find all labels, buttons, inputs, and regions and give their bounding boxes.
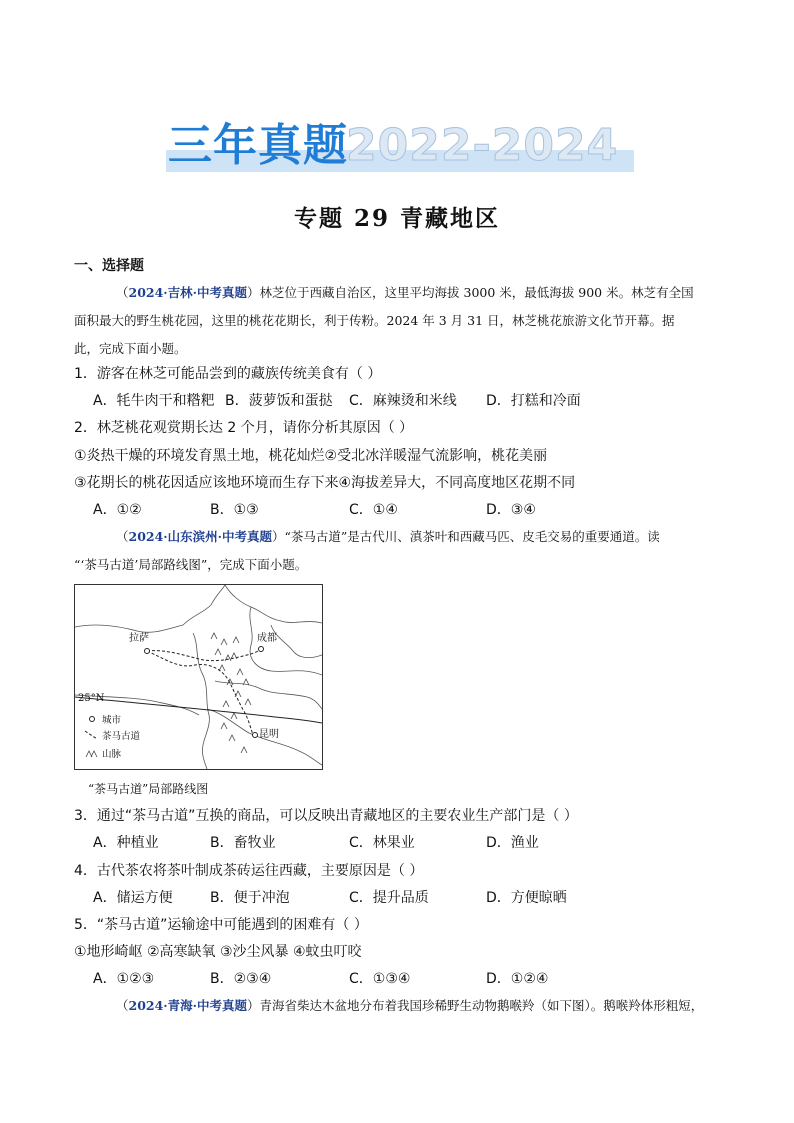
map-drawing bbox=[75, 585, 322, 769]
q2-statement-2: ③花期长的桃花因适应该地环境而生存下来④海拔差异大，不同高度地区花期不同 bbox=[74, 475, 576, 491]
q2-option-a[interactable]: A．①② bbox=[93, 502, 142, 518]
border-line bbox=[193, 633, 209, 769]
q4-option-a[interactable]: A．储运方便 bbox=[93, 890, 173, 906]
legend-mountain-symbol bbox=[86, 751, 97, 757]
border-line bbox=[225, 585, 322, 623]
label-kunming: 昆明 bbox=[259, 729, 279, 740]
legend-road-symbol bbox=[85, 731, 97, 739]
page-title: 专题 29 青藏地区 bbox=[293, 205, 501, 232]
banner-title: 三年真题 bbox=[168, 120, 348, 171]
legend-mountain-label: 山脉 bbox=[102, 749, 122, 760]
q1-option-c[interactable]: C．麻辣烫和米线 bbox=[349, 393, 457, 409]
passage1-line2: 面积最大的野生桃花园，这里的桃花花期长，利于传粉。2024 年 3 月 31 日，林芝桃花旅游文化节开幕。据 bbox=[74, 313, 675, 328]
question-3-stem: 3．通过“茶马古道”互换的商品，可以反映出青藏地区的主要农业生产部门是（ ） bbox=[74, 808, 578, 824]
q2-option-c[interactable]: C．①④ bbox=[349, 502, 398, 518]
question-5-stem: 5．“茶马古道”运输途中可能遇到的困难有（ ） bbox=[74, 917, 368, 933]
q5-option-c[interactable]: C．①③④ bbox=[349, 971, 411, 987]
passage2-line2: “‘茶马古道’局部路线图”，完成下面小题。 bbox=[74, 557, 308, 572]
city-kunming-marker bbox=[253, 733, 258, 738]
passage3-line1: （2024·青海·中考真题）青海省柴达木盆地分布着我国珍稀野生动物鹅喉羚（如下图）。鹅喉羚体形粗短， bbox=[116, 998, 704, 1013]
q1-option-b[interactable]: B．菠萝饭和蛋挞 bbox=[225, 393, 333, 409]
q2-option-b[interactable]: B．①③ bbox=[210, 502, 259, 518]
border-line bbox=[271, 625, 322, 658]
label-latitude: 25°N bbox=[78, 693, 105, 704]
section-heading: 一、选择题 bbox=[74, 258, 144, 274]
header-banner bbox=[160, 118, 634, 176]
q3-option-d[interactable]: D．渔业 bbox=[486, 835, 539, 851]
q5-option-d[interactable]: D．①②④ bbox=[486, 971, 549, 987]
mountain-symbols bbox=[211, 633, 251, 753]
q4-option-c[interactable]: C．提升品质 bbox=[349, 890, 429, 906]
tea-horse-road-map bbox=[74, 584, 323, 770]
legend-city-label: 城市 bbox=[102, 715, 122, 726]
passage2-line1: （2024·山东滨州·中考真题）“茶马古道”是古代川、滇茶叶和西藏马匹、皮毛交易的重要通道。读 bbox=[116, 529, 660, 544]
question-2-stem: 2．林芝桃花观赏期长达 2 个月，请你分析其原因（ ） bbox=[74, 420, 414, 436]
q1-option-d[interactable]: D．打糕和冷面 bbox=[486, 393, 581, 409]
q4-option-b[interactable]: B．便于冲泡 bbox=[210, 890, 290, 906]
question-4-stem: 4．古代茶农将茶叶制成茶砖运往西藏，主要原因是（ ） bbox=[74, 863, 424, 879]
banner-years: 2022-2024 bbox=[346, 120, 619, 171]
city-lhasa-marker bbox=[145, 649, 150, 654]
q1-option-a[interactable]: A．牦牛肉干和糌粑 bbox=[93, 393, 215, 409]
border-line bbox=[75, 585, 225, 632]
map-caption: “茶马古道”局部路线图 bbox=[88, 782, 209, 796]
q3-option-b[interactable]: B．畜牧业 bbox=[210, 835, 276, 851]
q3-option-c[interactable]: C．林果业 bbox=[349, 835, 415, 851]
q5-statements: ①地形崎岖 ②高寒缺氧 ③沙尘风暴 ④蚊虫叮咬 bbox=[74, 944, 362, 960]
q2-statement-1: ①炎热干燥的环境发育黑土地，桃花灿烂②受北冰洋暖湿气流影响，桃花美丽 bbox=[74, 448, 548, 464]
q2-option-d[interactable]: D．③④ bbox=[486, 502, 536, 518]
q4-option-d[interactable]: D．方便晾晒 bbox=[486, 890, 567, 906]
passage2-source: 2024·山东滨州·中考真题 bbox=[128, 529, 273, 544]
question-1-stem: 1．游客在林芝可能品尝到的藏族传统美食有（ ） bbox=[74, 366, 382, 382]
passage1-source: 2024·吉林·中考真题 bbox=[128, 285, 248, 300]
legend-city-symbol bbox=[90, 717, 95, 722]
passage3-source: 2024·青海·中考真题 bbox=[128, 998, 248, 1013]
passage1-line3: 此，完成下面小题。 bbox=[74, 341, 187, 356]
q5-option-b[interactable]: B．②③④ bbox=[210, 971, 272, 987]
label-chengdu: 成都 bbox=[257, 633, 277, 644]
passage1-line1: （2024·吉林·中考真题）林芝位于西藏自治区，这里平均海拔 3000 米，最低海拔 900 米。林芝有全国 bbox=[116, 285, 694, 300]
q5-option-a[interactable]: A．①②③ bbox=[93, 971, 155, 987]
tea-road-route bbox=[147, 649, 261, 661]
label-lhasa: 拉萨 bbox=[129, 633, 149, 644]
legend-road-label: 茶马古道 bbox=[102, 731, 141, 742]
q3-option-a[interactable]: A．种植业 bbox=[93, 835, 159, 851]
city-chengdu-marker bbox=[259, 647, 264, 652]
